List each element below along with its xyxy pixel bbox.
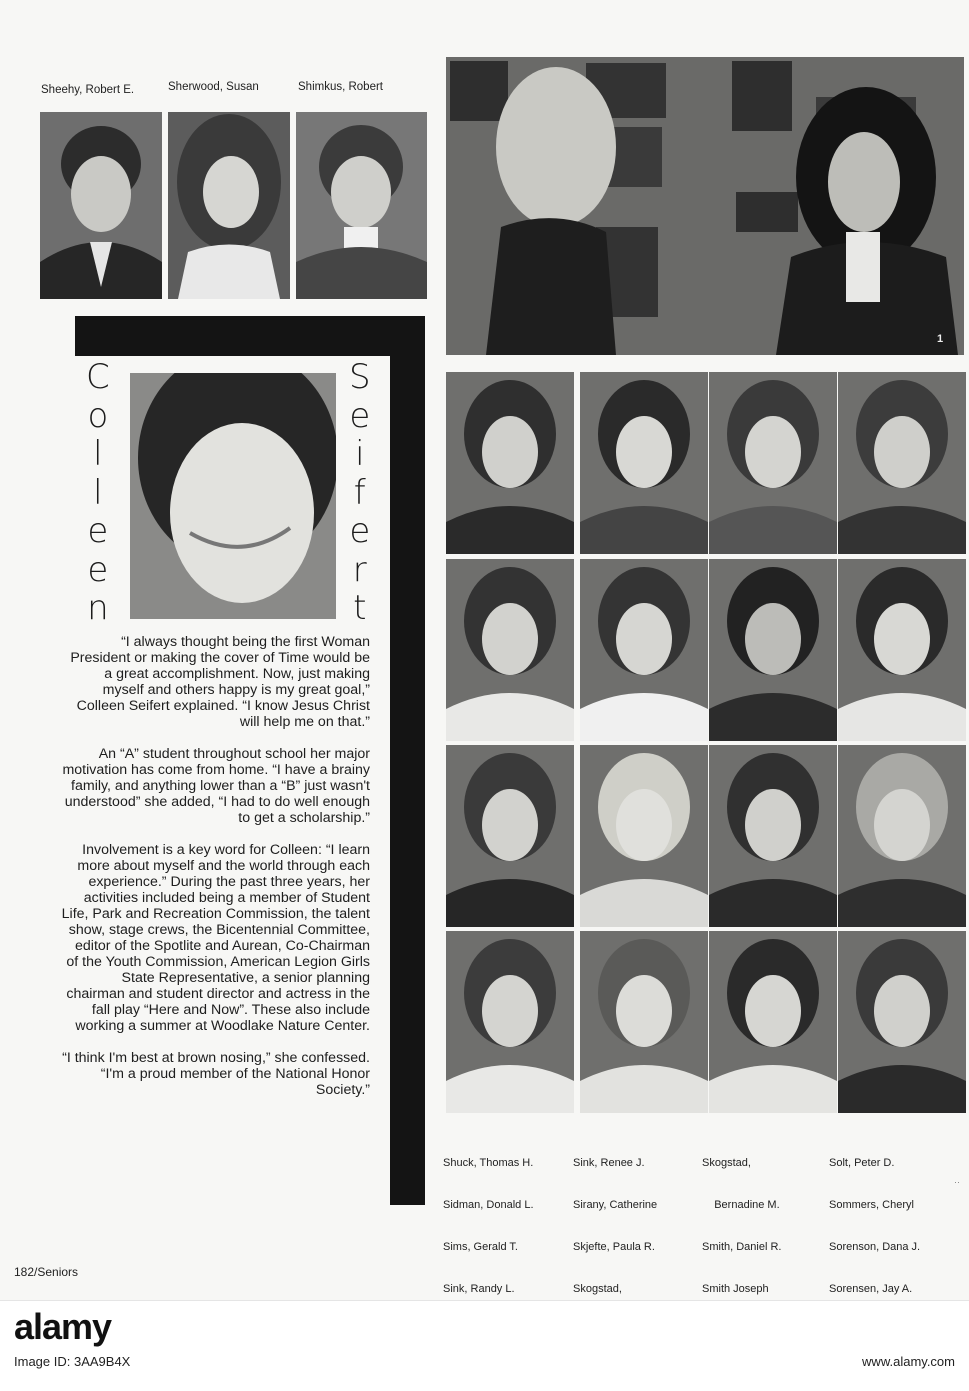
top-portrait-name-1: Sheehy, Robert E. [41, 84, 135, 96]
name-caption: Sims, Gerald T. [443, 1241, 518, 1253]
name-letter: l [93, 434, 103, 474]
portrait-photo [446, 931, 574, 1113]
name-caption: Skogstad, [702, 1157, 751, 1169]
name-column-1 [443, 1128, 534, 1324]
portrait-photo [446, 372, 574, 554]
top-portrait-name-3: Shimkus, Robert [298, 81, 384, 93]
stock-url: www.alamy.com [862, 1354, 955, 1369]
name-caption: Smith Joseph [702, 1283, 769, 1295]
stock-banner [0, 1300, 969, 1391]
portrait-photo [580, 559, 708, 741]
name-caption: Skjefte, Paula R. [573, 1241, 655, 1253]
name-letter: e [87, 549, 109, 590]
last-name-vertical [349, 358, 371, 628]
name-letter: e [349, 395, 371, 436]
name-caption: Skogstad, [573, 1283, 622, 1295]
name-caption: Sorensen, Jay A. [829, 1283, 913, 1295]
portrait-photo [709, 931, 837, 1113]
feature-frame-side-bar [390, 316, 425, 1205]
portrait-photo [838, 559, 966, 741]
portrait-photo [709, 559, 837, 741]
page-folio: 182/Seniors [14, 1265, 79, 1279]
portrait-photo [580, 372, 708, 554]
portrait-photo [296, 112, 427, 299]
name-letter: f [353, 472, 366, 513]
name-letter: e [87, 511, 109, 551]
name-caption: Solt, Peter D. [829, 1157, 895, 1169]
name-letter: t [353, 588, 367, 628]
portrait-photo [838, 372, 966, 554]
name-caption: Bernadine M. [702, 1199, 780, 1211]
portrait-photo [838, 745, 966, 927]
portrait-photo [580, 745, 708, 927]
name-column-4 [829, 1128, 920, 1324]
feature-article [60, 634, 370, 1098]
feature-portrait-photo [130, 373, 336, 619]
portrait-photo [40, 112, 162, 299]
stock-logo: alamy [14, 1306, 112, 1347]
name-caption: Sorenson, Dana J. [829, 1241, 921, 1253]
name-letter: i [355, 434, 365, 474]
portrait-photo [446, 745, 574, 927]
top-portrait-name-2: Sherwood, Susan [168, 81, 259, 93]
portrait-photo [709, 372, 837, 554]
name-caption: Sink, Renee J. [573, 1157, 645, 1169]
name-letter: o [87, 395, 109, 436]
portrait-photo [168, 112, 290, 299]
name-letter: e [349, 511, 371, 551]
portrait-photo [446, 559, 574, 741]
name-caption: Sirany, Catherine [573, 1199, 658, 1211]
article-paragraph: An “A” student throughout school her major motivation has come from home. “I have a brainy family, and anything lower than a “B” just wasn't understood” she added, “I had to do well enough to get a scholarship.” [62, 746, 370, 826]
name-letter: C [86, 357, 110, 397]
portrait-photo [709, 745, 837, 927]
name-caption: Smith, Daniel R. [702, 1241, 782, 1253]
portrait-photo [838, 931, 966, 1113]
article-paragraph: “I always thought being the first Woman President or making the cover of Time would be a great accomplishment. Now, just making myself and others happy is my great goal,” Colleen Seifert explained. “I know Jesus Christ will help me on that.” [70, 634, 370, 730]
article-paragraph: Involvement is a key word for Colleen: “I learn more about myself and the world through each experience.” During the past three years, her activities included being a member of Student Life, Park and Recreation Commission, the talent show, stage crews, the Bicentennial Committee, editor of the Spotlite and Aurean, Co-Chairman of the Youth Commission, American Legion Girls State Representative, a senior planning chairman and student director and actress in the fall play “Here and Now”. These also include working a summer at Woodlake Nature Center. [61, 842, 370, 1034]
feature-frame-top-bar [75, 316, 425, 356]
first-name-vertical [86, 358, 110, 628]
name-letter: n [87, 588, 109, 628]
name-caption: Sink, Randy L. [443, 1283, 515, 1295]
group-candid-photo [446, 57, 964, 355]
edge-mark: ‥ [954, 1175, 961, 1185]
name-letter: r [352, 549, 367, 590]
portrait-photo [580, 931, 708, 1113]
name-caption: Shuck, Thomas H. [443, 1157, 534, 1169]
stock-image-id: Image ID: 3AA9B4X [14, 1354, 131, 1369]
photo-number: 1 [937, 333, 944, 345]
name-caption: Sidman, Donald L. [443, 1199, 534, 1211]
name-letter: S [349, 357, 371, 397]
name-caption: Sommers, Cheryl [829, 1199, 914, 1211]
name-letter: l [93, 472, 103, 513]
article-paragraph: “I think I'm best at brown nosing,” she confessed. “I'm a proud member of the National Honor Society.” [62, 1050, 370, 1098]
